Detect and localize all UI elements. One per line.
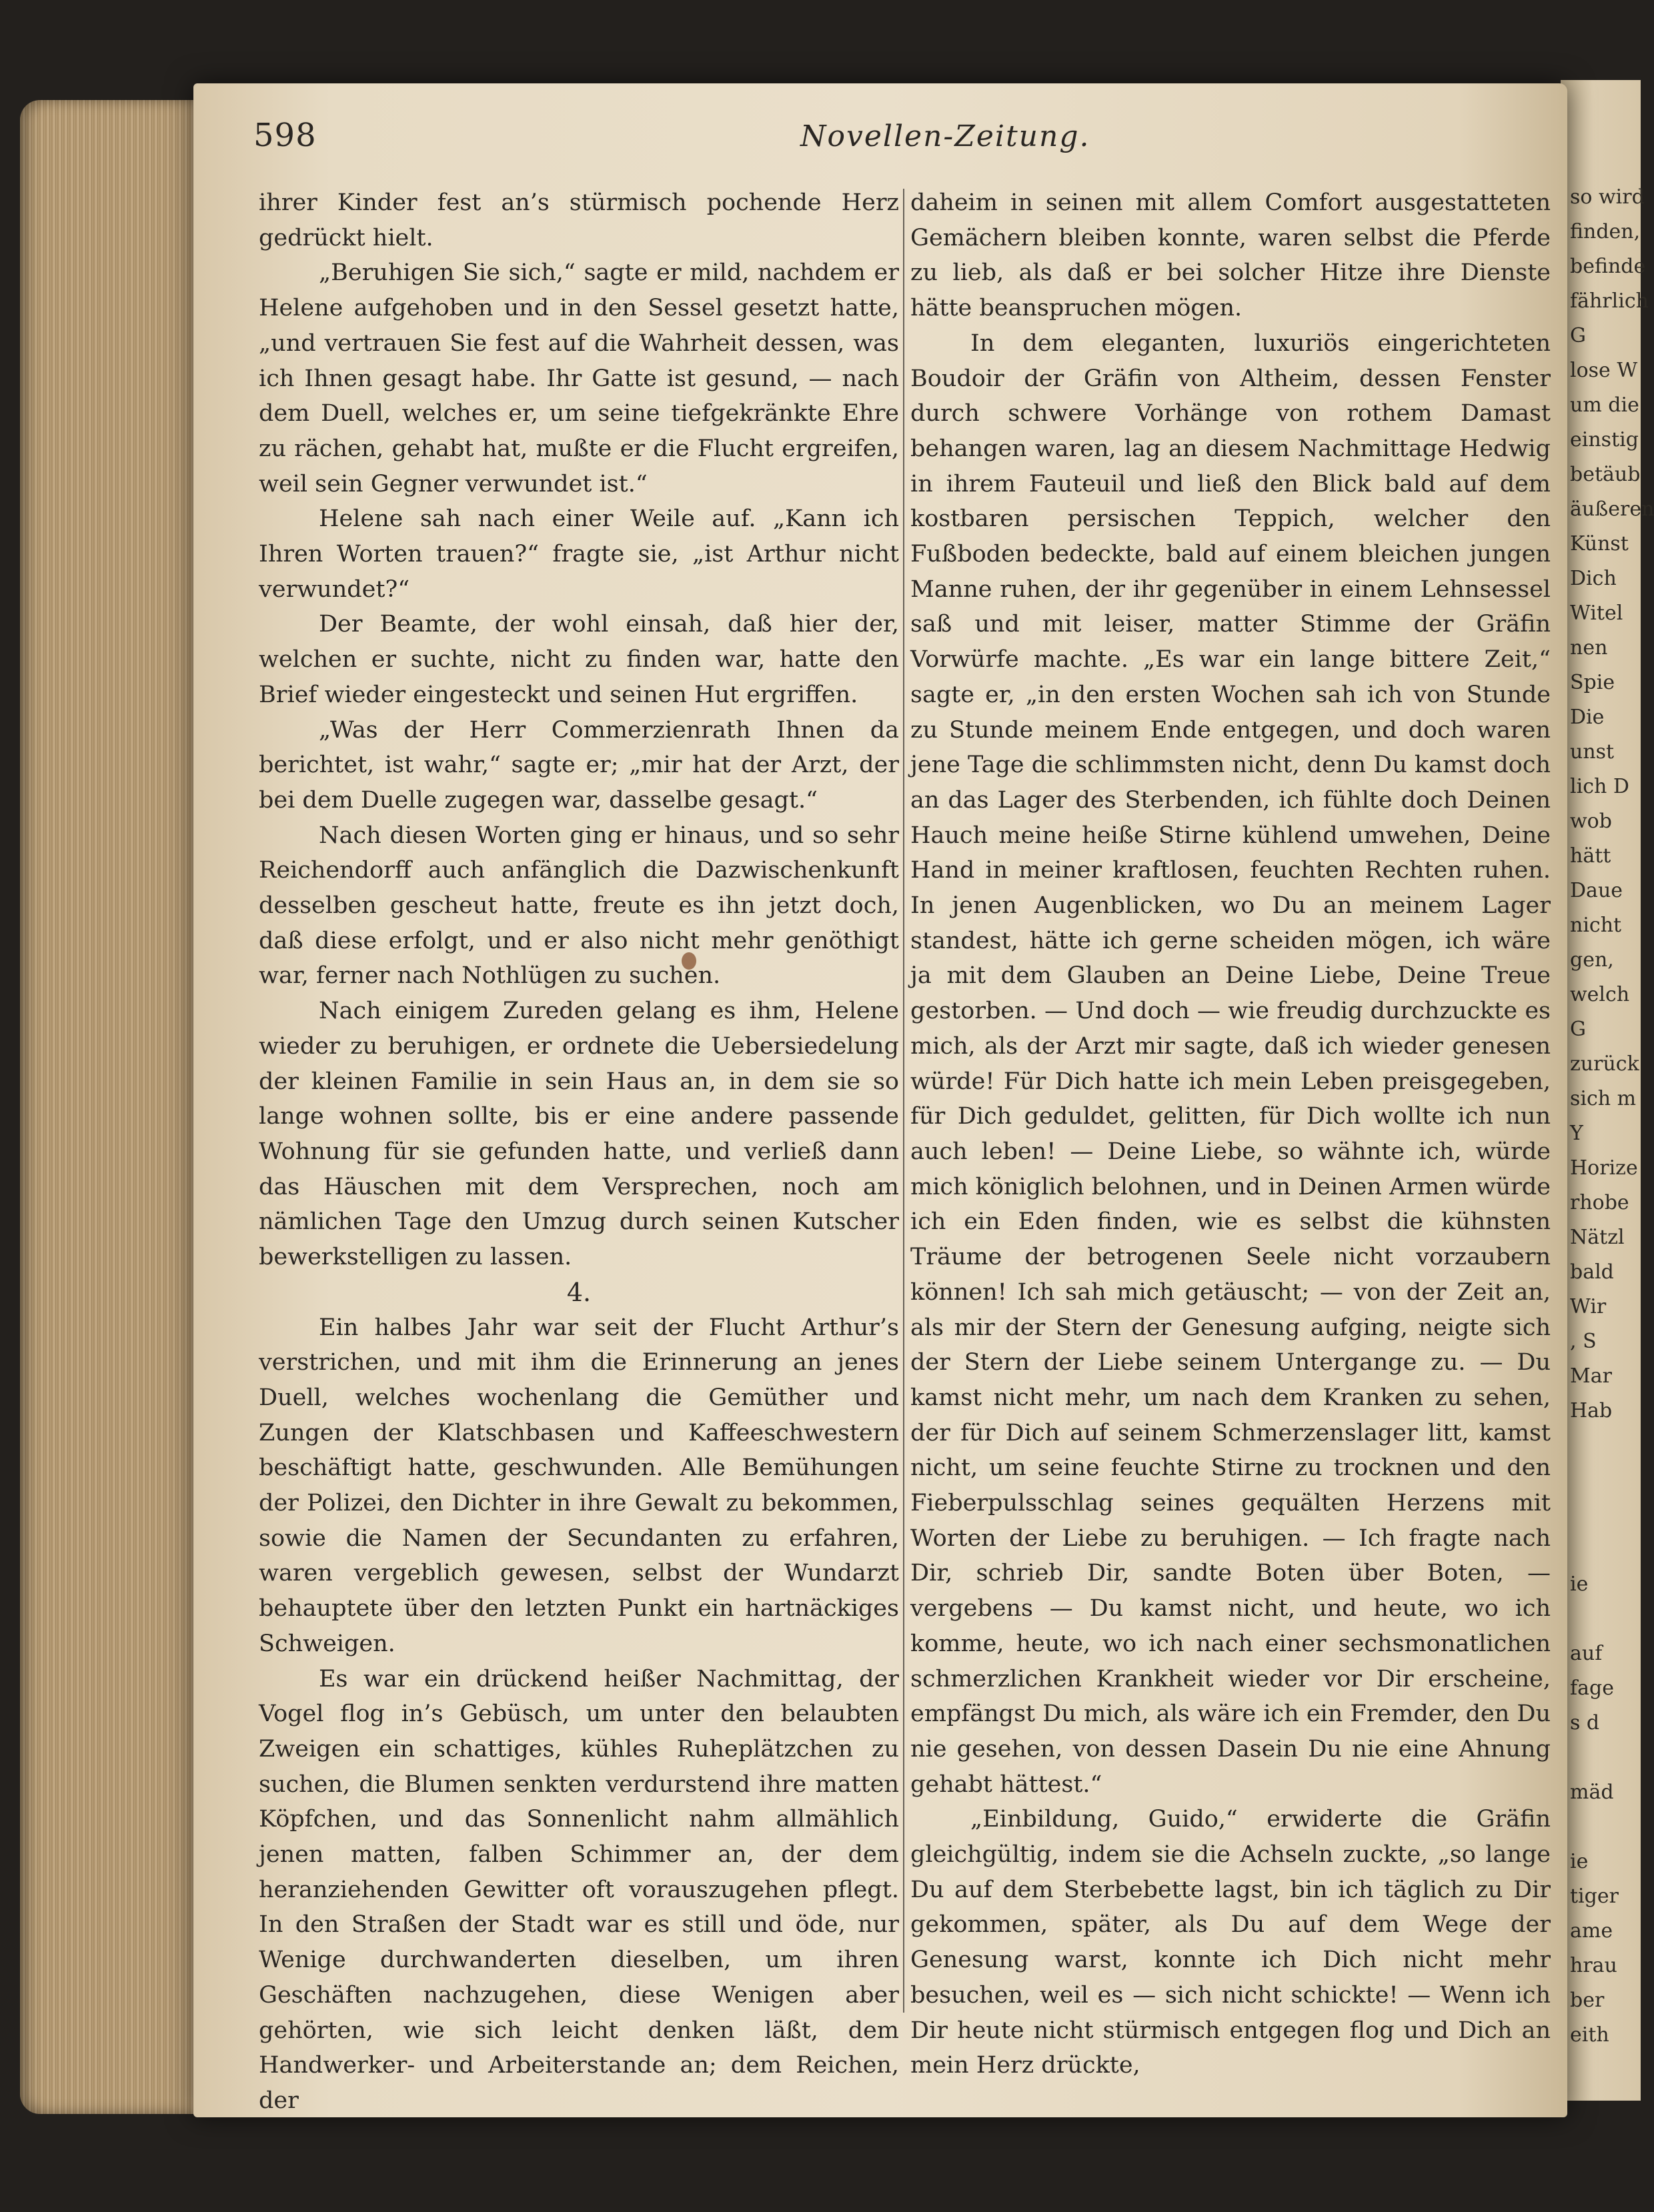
paragraph: Es war ein drückend heißer Nachmittag, der Vogel flog in’s Gebüsch, um unter den belaubten Zweigen ein schattiges, kühles Ruheplätzchen zu suchen, die Blumen senkten verdurstend ihre matten Köpfchen, und das Sonnenlicht nahm allmählich jenen matten, falben Schimmer an, der dem heranziehenden Gewitter oft vorauszugehen pflegt. In den Straßen der Stadt war es still und öde, nur Wenige durchwanderten dieselben, um ihren Geschäften nachzugehen, diese Wenigen aber gehörten, wie sich leicht denken läßt, dem Handwerker- und Arbeiterstande an; dem Reichen, der — [259, 1665, 899, 2114]
next-page-fragment: Künst — [1570, 532, 1629, 556]
book-page-edges — [20, 100, 220, 2114]
next-page-fragment: s d — [1570, 1711, 1600, 1735]
next-page-fragment — [1570, 1463, 1643, 1498]
next-page-fragment: nen — [1570, 636, 1608, 660]
next-page-edge — [1561, 80, 1654, 2101]
next-page-fragment — [1570, 1602, 1643, 1636]
next-page-fragment: ie — [1570, 1572, 1589, 1596]
next-page-fragment: gen, — [1570, 948, 1614, 972]
next-page-fragment: Daue — [1570, 879, 1623, 902]
next-page-text-fragments — [1570, 180, 1654, 2053]
next-page-fragment: lose W — [1570, 359, 1638, 382]
next-page-fragment: Mar — [1570, 1364, 1612, 1388]
next-page-fragment: Dich — [1570, 567, 1617, 590]
paragraph: Helene sah nach einer Weile auf. „Kann ich Ihren Worten trauen?“ fragte sie, „ist Arthur nicht verwundet?“ — [259, 505, 899, 603]
next-page-fragment: rhobe — [1570, 1191, 1629, 1214]
section-number: 4. — [566, 1277, 592, 1307]
paragraph: daheim in seinen mit allem Comfort ausgestatteten Gemächern bleiben konnte, waren selbst die Pferde zu lieb, als daß er bei solcher Hitze ihre Dienste hätte beanspruchen mögen. — [910, 189, 1551, 322]
next-page-fragment: mäd — [1570, 1781, 1614, 1804]
next-page-fragment — [1570, 1428, 1643, 1463]
next-page-fragment: bald — [1570, 1260, 1614, 1284]
next-page-fragment: Y — [1570, 1122, 1583, 1145]
next-page-fragment: ie — [1570, 1850, 1589, 1873]
column-rule — [903, 189, 904, 2013]
next-page-fragment: eith — [1570, 2023, 1609, 2047]
next-page-fragment: lich D — [1570, 775, 1629, 798]
next-page-fragment: Wir — [1570, 1295, 1607, 1318]
next-page-fragment: zurück — [1570, 1052, 1639, 1076]
next-page-fragment — [1570, 1810, 1643, 1845]
next-page-fragment: unst — [1570, 740, 1615, 764]
next-page-fragment: sich m — [1570, 1087, 1637, 1110]
next-page-fragment: fährlich — [1570, 289, 1649, 313]
left-column — [259, 185, 899, 2119]
next-page-fragment: so wird — [1570, 185, 1645, 209]
next-page-fragment: Horize — [1570, 1156, 1638, 1180]
page-header — [253, 117, 1554, 170]
running-head: Novellen-Zeitung. — [800, 119, 1090, 153]
next-page-fragment — [1570, 1741, 1643, 1775]
next-page-fragment: nicht — [1570, 914, 1622, 937]
paragraph: ihrer Kinder fest an’s stürmisch pochende Herz gedrückt hielt. — [259, 189, 899, 251]
paragraph: Nach diesen Worten ging er hinaus, und so sehr Reichendorff auch anfänglich die Dazwischenkunft desselben gescheut hatte, freute es ihn jetzt doch, daß diese erfolgt, und er also nicht mehr genöthigt war, ferner nach Nothlügen zu suchen. — [259, 822, 899, 990]
next-page-fragment: einstig — [1570, 428, 1639, 451]
page-number: 598 — [253, 117, 317, 154]
next-page-fragment: Witel — [1570, 602, 1623, 625]
next-page-fragment — [1570, 1532, 1643, 1567]
paragraph: „Einbildung, Guido,“ erwiderte die Gräfin gleichgültig, indem sie die Achseln zuckte, „so lange Du auf dem Sterbebette lagst, bin ich täglich zu Dir gekommen, später, als Du auf dem Wege der Genesung warst, konnte ich Dich nicht mehr besuchen, weil es — sich nicht schickte! — Wenn ich Dir heute nicht stürmisch entgegen flog und Dich an mein Herz drückte, — [910, 1806, 1551, 2079]
next-page-fragment: ber — [1570, 1989, 1605, 2012]
next-page-fragment: hätt — [1570, 844, 1611, 868]
next-page-fragment: G — [1570, 1018, 1586, 1041]
next-page-fragment: hrau — [1570, 1954, 1617, 1977]
paragraph: „Beruhigen Sie sich,“ sagte er mild, nachdem er Helene aufgehoben und in den Sessel gesetzt hatte, „und vertrauen Sie fest auf die Wahrheit dessen, was ich Ihnen gesagt habe. Ihr Gatte ist gesund, — nach dem Duell, welches er, um seine tiefgekränkte Ehre zu rächen, gehabt hat, mußte er die Flucht ergreifen, weil sein Gegner verwundet ist.“ — [259, 259, 899, 497]
next-page-fragment: äußeren — [1570, 497, 1654, 521]
paragraph: Ein halbes Jahr war seit der Flucht Arthur’s verstrichen, und mit ihm die Erinnerung an jenes Duell, welches wochenlang die Gemüther und Zungen der Klatschbasen und Kaffeeschwestern beschäftigt hatte, geschwunden. Alle Bemühungen der Polizei, den Dichter in ihre Gewalt zu bekommen, sowie die Namen der Secundanten zu erfahren, waren vergeblich gewesen, selbst der Wundarzt behauptete über den letzten Punkt ein hartnäckiges Schweigen. — [259, 1314, 899, 1657]
next-page-fragment: befinde — [1570, 255, 1646, 278]
next-page-fragment: Die — [1570, 706, 1605, 729]
next-page-fragment: Nätzl — [1570, 1226, 1625, 1249]
paragraph: „Was der Herr Commerzienrath Ihnen da berichtet, ist wahr,“ sagte er; „mir hat der Arzt, der bei dem Duelle zugegen war, dasselbe gesagt.“ — [259, 716, 899, 814]
next-page-fragment: betäub — [1570, 463, 1641, 486]
next-page-fragment: tiger — [1570, 1885, 1619, 1908]
next-page-fragment: Hab — [1570, 1399, 1613, 1422]
next-page-fragment: ame — [1570, 1919, 1613, 1943]
next-page-fragment: um die — [1570, 393, 1639, 417]
next-page-fragment — [1570, 1498, 1643, 1532]
next-page-fragment: finden, — [1570, 220, 1641, 243]
right-column — [910, 185, 1551, 2083]
next-page-fragment: auf — [1570, 1642, 1603, 1665]
paragraph: Nach einigem Zureden gelang es ihm, Helene wieder zu beruhigen, er ordnete die Uebersiedelung der kleinen Familie in sein Haus an, in dem sie so lange wohnen sollte, bis er eine andere passende Wohnung für sie gefunden hatte, und verließ dann das Häuschen mit dem Versprechen, noch am nämlichen Tage den Umzug durch seinen Kutscher bewerkstelligen zu lassen. — [259, 998, 899, 1271]
next-page-fragment: welch — [1570, 983, 1630, 1006]
next-page-fragment: fage — [1570, 1677, 1614, 1700]
paragraph: In dem eleganten, luxuriös eingerichteten Boudoir der Gräfin von Altheim, dessen Fenster durch schwere Vorhänge von rothem Damast behangen waren, lag an diesem Nachmittage Hedwig in ihrem Fauteuil und ließ den Blick bald auf dem kostbaren persischen Teppich, welcher den Fußboden bedeckte, bald auf einem bleichen jungen Manne ruhen, der ihr gegenüber in einem Lehnsessel saß und mit leiser, matter Stimme der Gräfin Vorwürfe machte. „Es war ein lange bittere Zeit,“ sagte er, „in den ersten Wochen sah ich von Stunde zu Stunde meinem Ende entgegen, und doch waren jene Tage die schlimmsten nicht, denn Du kamst doch an das Lager des Sterbenden, ich fühlte doch Deinen Hauch meine heiße Stirne kühlend umwehen, Deine Hand in meiner kraftlosen, feuchten Rechten ruhen. In jenen Augenblicken, wo Du an meinem Lager standest, hätte ich gerne scheiden mögen, ich wäre ja mit dem Glauben an Deine Liebe, Deine Treue gestorben. — Und doch — wie freudig durchzuckte es mich, als der Arzt mir sagte, daß ich wieder genesen würde! Für Dich hatte ich mein Leben preisgegeben, für Dich geduldet, gelitten, für Dich wollte ich nun auch leben! — Deine Liebe, so wähnte ich, würde mich königlich belohnen, und in Deinen Armen würde ich ein Eden finden, wie es selbst die kühnsten Träume der betrogenen Seele nicht vorzaubern können! Ich sah mich getäuscht; — von der Zeit an, als mir der Stern der Genesung aufging, neigte sich der Stern der Liebe seinem Untergange zu. — Du kamst nicht mehr, um nach dem Kranken zu sehen, der für Dich auf seinem Schmerzenslager litt, kamst nicht, um seine feuchte Stirne zu trocknen und den Fieberpulsschlag seines gequälten Herzens mit Worten der Liebe zu beruhigen. — Ich fragte nach Dir, schrieb Dir, sandte Boten über Boten, — vergebens — Du kamst nicht, und heute, wo ich komme, heute, wo ich nach einer sechsmonatlichen schmerzlichen Krankheit wieder vor Dir erscheine, empfängst Du mich, als wäre ich ein Fremder, den Du nie gesehen, von dessen Dasein Du nie eine Ahnung gehabt hättest.“ — [910, 329, 1551, 1798]
paragraph: Der Beamte, der wohl einsah, daß hier der, welchen er suchte, nicht zu finden war, hatte den Brief wieder eingesteckt und seinen Hut ergriffen. — [259, 611, 899, 708]
next-page-fragment: Spie — [1570, 671, 1615, 694]
next-page-fragment: wob — [1570, 810, 1612, 833]
next-page-fragment: , S — [1570, 1330, 1597, 1353]
next-page-fragment: G — [1570, 324, 1586, 347]
